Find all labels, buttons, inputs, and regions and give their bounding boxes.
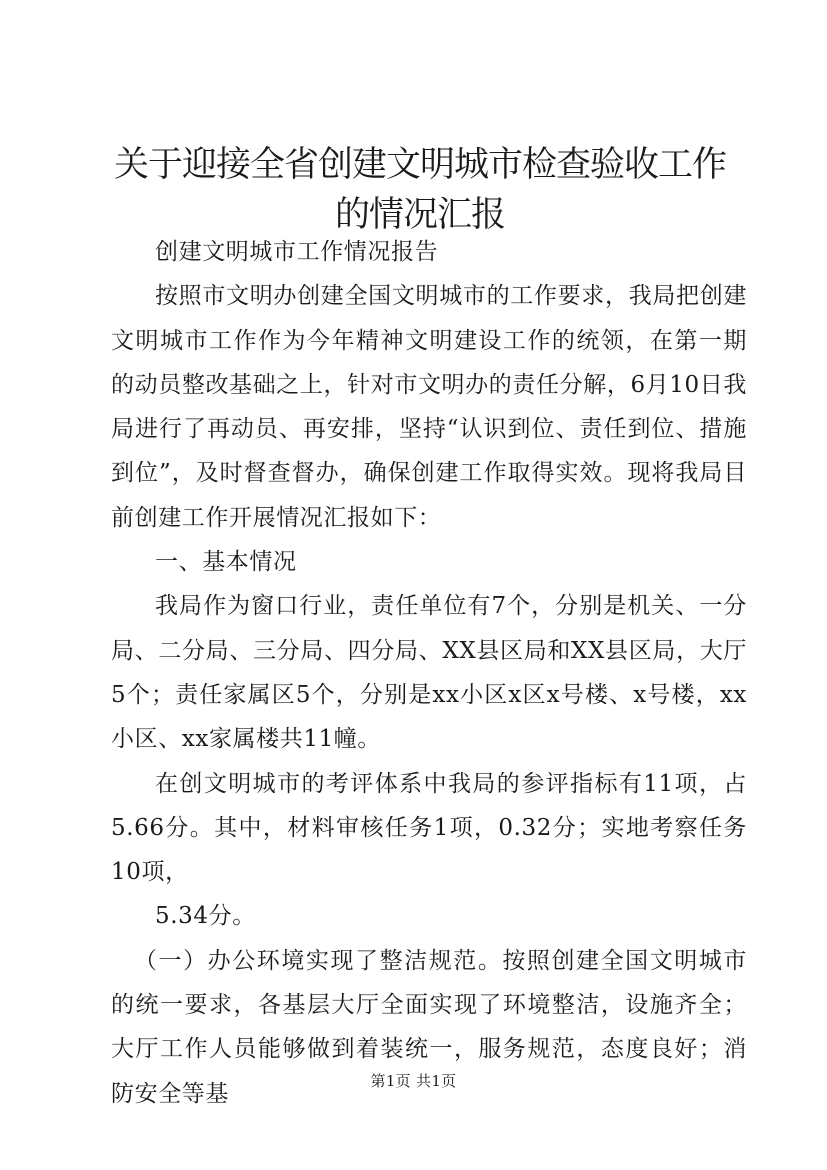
document-title: 关于迎接全省创建文明城市检查验收工作的情况汇报 [113, 145, 726, 235]
document-body [111, 230, 747, 1116]
paragraph-responsible-units: 我局作为窗口行业，责任单位有7个，分别是机关、一分局、二分局、三分局、四分局、XX县区局和XX县区局，大厅5个；责任家属区5个，分别是xx小区x区x号楼、x号楼，xx小区、xx家属楼共11幢。 [111, 593, 747, 753]
paragraph-score: 5.34分。 [155, 903, 256, 930]
paragraph-intro: 按照市文明办创建全国文明城市的工作要求，我局把创建文明城市工作作为今年精神文明建设工作的统领，在第一期的动员整改基础之上，针对市文明办的责任分解，6月10日我局进行了再动员、再安排，坚持“认识到位、责任到位、措施到位”，及时督查督办，确保创建工作取得实效。现将我局目前创建工作开展情况汇报如下： [111, 283, 747, 531]
section-heading-basic-situation: 一、基本情况 [155, 549, 297, 576]
report-subtitle: 创建文明城市工作情况报告 [155, 239, 439, 265]
paragraph-office-environment: （一）办公环境实现了整洁规范。按照创建全国文明城市的统一要求，各基层大厅全面实现了环境整洁，设施齐全；大厅工作人员能够做到着装统一，服务规范，态度良好；消防安全等基 [111, 947, 747, 1107]
paragraph-evaluation-indicators: 在创文明城市的考评体系中我局的参评指标有11项，占5.66分。其中，材料审核任务1项，0.32分；实地考察任务10项， [111, 770, 747, 886]
page-footer: 第1页 共1页 [370, 1072, 457, 1090]
